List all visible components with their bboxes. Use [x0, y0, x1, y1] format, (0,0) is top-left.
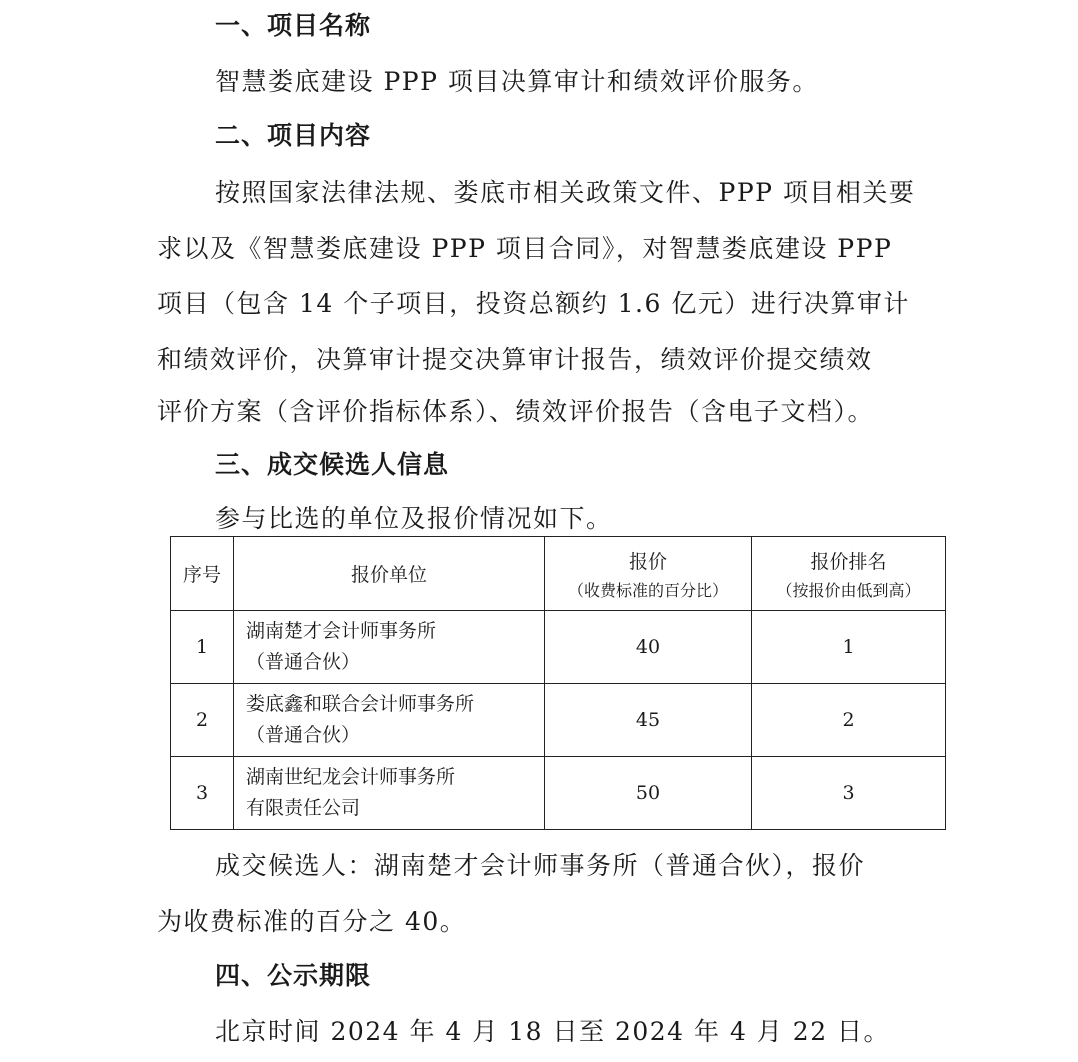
result-line: 成交候选人：湖南楚才会计师事务所（普通合伙），报价: [215, 851, 866, 880]
project-content-line: 项目（包含 14 个子项目，投资总额约 1.6 亿元）进行决算审计: [157, 289, 910, 318]
cell-seq: 1: [171, 611, 234, 684]
header-price-label: 报价: [628, 550, 667, 573]
project-content-line: 求以及《智慧娄底建设 PPP 项目合同》，对智慧娄底建设 PPP: [157, 234, 893, 263]
unit-name-line: 湖南楚才会计师事务所: [246, 620, 437, 642]
section-heading-candidate-info: 三、成交候选人信息: [215, 450, 450, 479]
header-rank-note: （按报价由低到高）: [776, 580, 921, 600]
candidate-intro-text: 参与比选的单位及报价情况如下。: [215, 504, 613, 533]
cell-unit: [234, 684, 545, 757]
header-unit: 报价单位: [234, 537, 545, 611]
section-heading-publicity-period: 四、公示期限: [215, 961, 372, 990]
unit-name-line: （普通合伙）: [246, 651, 361, 673]
table-row: [171, 684, 946, 757]
section-heading-project-content: 二、项目内容: [215, 121, 372, 150]
unit-name-line: 有限责任公司: [246, 797, 361, 819]
publicity-period-text: 北京时间 2024 年 4 月 18 日至 2024 年 4 月 22 日。: [215, 1017, 891, 1046]
cell-price: 45: [545, 684, 752, 757]
unit-name-line: 娄底鑫和联合会计师事务所: [246, 693, 475, 715]
cell-rank: 3: [752, 757, 946, 830]
header-price: [545, 537, 752, 611]
cell-seq: 2: [171, 684, 234, 757]
project-content-line: 评价方案（含评价指标体系）、绩效评价报告（含电子文档）。: [157, 397, 875, 426]
table-header-row: [171, 537, 946, 611]
cell-unit: [234, 611, 545, 684]
header-price-note: （收费标准的百分比）: [567, 580, 728, 600]
cell-price: 50: [545, 757, 752, 830]
cell-seq: 3: [171, 757, 234, 830]
result-line: 为收费标准的百分之 40。: [157, 907, 467, 936]
header-rank-label: 报价排名: [810, 550, 887, 573]
table-row: [171, 757, 946, 830]
project-content-line: 和绩效评价，决算审计提交决算审计报告，绩效评价提交绩效: [157, 345, 873, 374]
bid-table: [170, 536, 946, 830]
cell-rank: 1: [752, 611, 946, 684]
cell-unit: [234, 757, 545, 830]
cell-price: 40: [545, 611, 752, 684]
project-content-line: 按照国家法律法规、娄底市相关政策文件、PPP 项目相关要: [215, 178, 916, 207]
unit-name-line: （普通合伙）: [246, 724, 361, 746]
cell-rank: 2: [752, 684, 946, 757]
section-heading-project-name: 一、项目名称: [215, 11, 372, 40]
project-name-text: 智慧娄底建设 PPP 项目决算审计和绩效评价服务。: [215, 67, 819, 96]
header-rank: [752, 537, 946, 611]
header-seq: 序号: [171, 537, 234, 611]
table-row: [171, 611, 946, 684]
unit-name-line: 湖南世纪龙会计师事务所: [246, 766, 456, 788]
